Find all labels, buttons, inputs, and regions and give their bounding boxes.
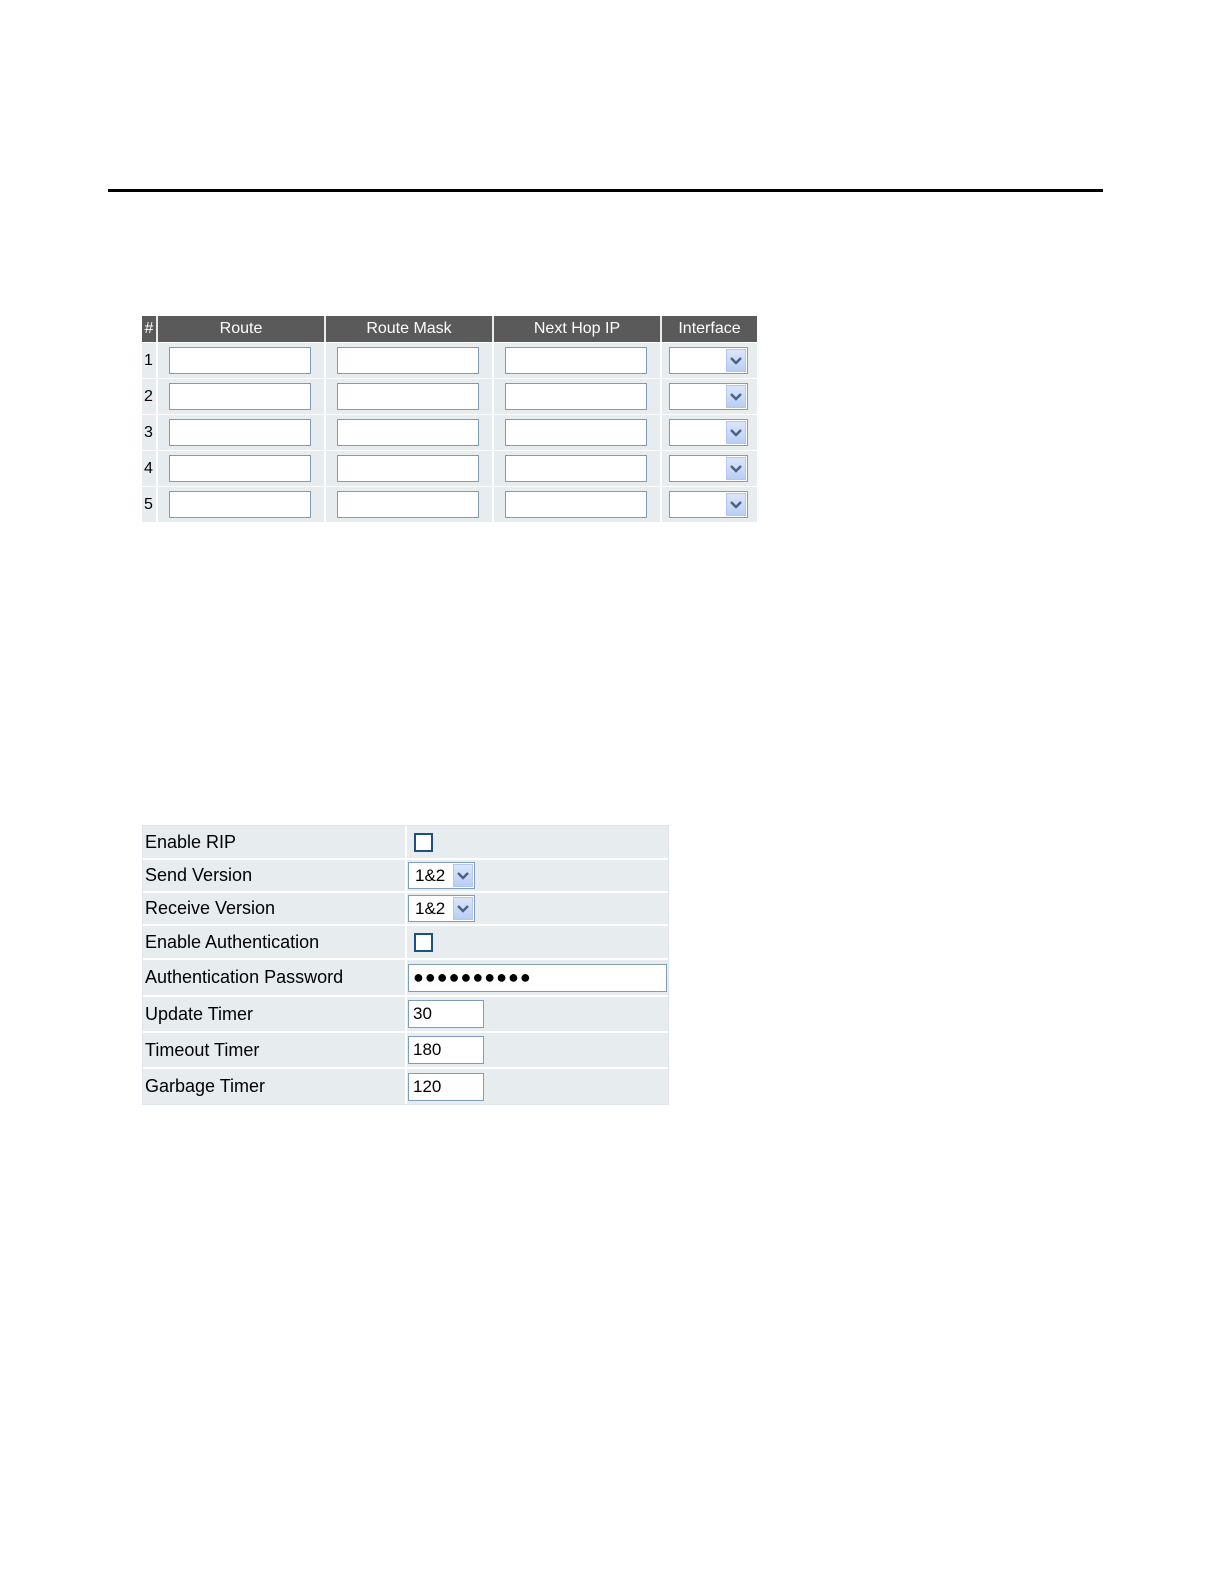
update-timer-label: Update Timer	[143, 997, 407, 1031]
enable-rip-checkbox[interactable]	[414, 833, 433, 852]
next-hop-ip-input[interactable]	[505, 383, 647, 410]
send-version-value: 1&2	[415, 865, 446, 885]
interface-select[interactable]	[669, 419, 748, 446]
rip-row-auth-password	[143, 960, 668, 997]
authentication-password-label: Authentication Password	[143, 960, 407, 995]
rip-row-update-timer	[143, 997, 668, 1033]
chevron-down-icon[interactable]	[726, 421, 746, 444]
receive-version-value: 1&2	[415, 898, 446, 918]
section-divider	[108, 189, 1103, 192]
static-routes-table	[142, 316, 757, 522]
chevron-down-icon[interactable]	[726, 349, 746, 372]
rip-settings-table	[142, 825, 669, 1105]
row-number: 5	[142, 487, 158, 522]
column-header-route-mask: Route Mask	[326, 316, 494, 342]
chevron-down-icon[interactable]	[726, 385, 746, 408]
next-hop-ip-input[interactable]	[505, 347, 647, 374]
table-row	[142, 450, 757, 486]
timeout-timer-label: Timeout Timer	[143, 1033, 407, 1067]
authentication-password-field[interactable]: ●●●●●●●●●●	[408, 964, 667, 992]
next-hop-ip-input[interactable]	[505, 419, 647, 446]
column-header-interface: Interface	[678, 320, 741, 337]
rip-row-receive-version	[143, 893, 668, 926]
interface-select[interactable]	[669, 455, 748, 482]
receive-version-label: Receive Version	[143, 893, 407, 924]
route-mask-input[interactable]	[337, 347, 479, 374]
table-row	[142, 414, 757, 450]
route-input[interactable]	[169, 419, 311, 446]
table-header	[142, 316, 757, 342]
chevron-down-icon[interactable]	[726, 493, 746, 516]
garbage-timer-input[interactable]: 120	[408, 1073, 484, 1101]
row-number: 2	[142, 379, 158, 414]
enable-authentication-checkbox[interactable]	[414, 933, 433, 952]
send-version-select[interactable]	[408, 862, 475, 889]
next-hop-ip-input[interactable]	[505, 491, 647, 518]
rip-row-enable	[143, 826, 668, 860]
interface-select[interactable]	[669, 491, 748, 518]
receive-version-select[interactable]	[408, 895, 475, 922]
chevron-down-icon[interactable]	[453, 897, 473, 920]
column-header-next-hop-ip: Next Hop IP	[494, 316, 662, 342]
route-mask-input[interactable]	[337, 491, 479, 518]
route-input[interactable]	[169, 383, 311, 410]
rip-row-timeout-timer	[143, 1033, 668, 1069]
interface-select[interactable]	[669, 347, 748, 374]
rip-row-garbage-timer	[143, 1069, 668, 1104]
next-hop-ip-input[interactable]	[505, 455, 647, 482]
rip-row-enable-auth	[143, 926, 668, 960]
route-input[interactable]	[169, 455, 311, 482]
column-header-route: Route	[158, 316, 326, 342]
route-mask-input[interactable]	[337, 419, 479, 446]
route-input[interactable]	[169, 347, 311, 374]
table-row	[142, 378, 757, 414]
timeout-timer-input[interactable]: 180	[408, 1036, 484, 1064]
route-mask-input[interactable]	[337, 455, 479, 482]
row-number: 4	[142, 451, 158, 486]
send-version-label: Send Version	[143, 860, 407, 891]
update-timer-input[interactable]: 30	[408, 1000, 484, 1028]
chevron-down-icon[interactable]	[453, 864, 473, 887]
garbage-timer-label: Garbage Timer	[143, 1069, 407, 1104]
route-mask-input[interactable]	[337, 383, 479, 410]
table-row	[142, 342, 757, 378]
interface-select[interactable]	[669, 383, 748, 410]
chevron-down-icon[interactable]	[726, 457, 746, 480]
enable-rip-label: Enable RIP	[143, 826, 407, 858]
enable-authentication-label: Enable Authentication	[143, 926, 407, 958]
route-input[interactable]	[169, 491, 311, 518]
column-header-number: #	[142, 316, 158, 342]
rip-row-send-version	[143, 860, 668, 893]
row-number: 3	[142, 415, 158, 450]
row-number: 1	[142, 343, 158, 378]
table-row	[142, 486, 757, 522]
